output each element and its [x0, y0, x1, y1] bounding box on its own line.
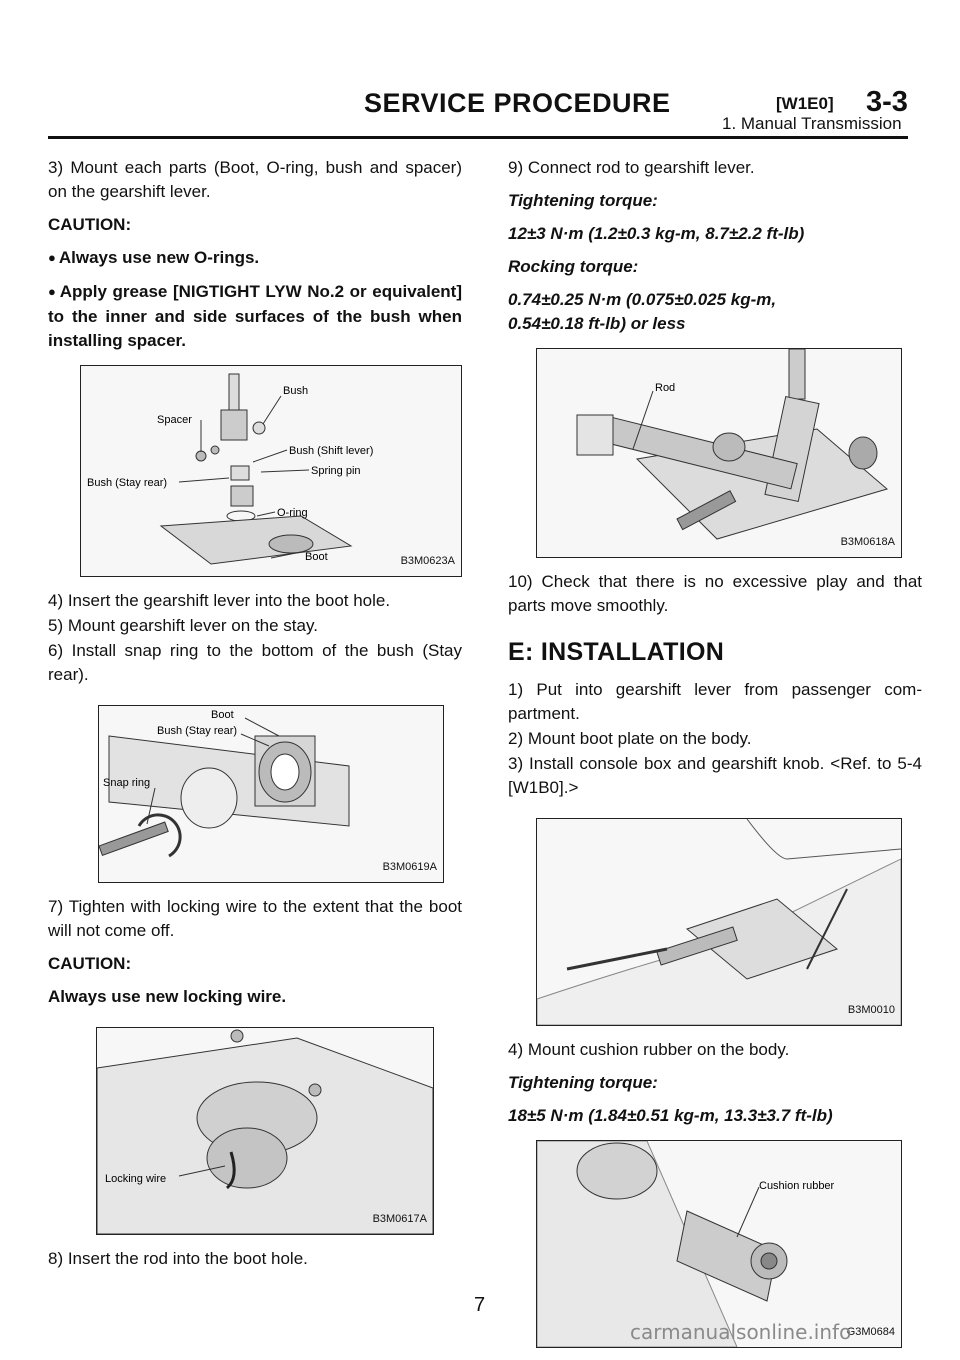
page-header [0, 0, 960, 133]
figure-code: B3M0010 [847, 1004, 895, 1016]
rocking-torque-value-2: 0.54±0.18 ft-lb) or less [508, 314, 686, 333]
rocking-torque-title: Rocking torque: [508, 257, 639, 276]
figure-code: B3M0619A [382, 861, 437, 873]
caution-bullet-oring: ● Always use new O-rings. [48, 246, 462, 271]
installation-step-4: 4) Mount cushion rubber on the body. [508, 1040, 790, 1059]
caution-bullet-grease: ● Apply grease [NIGTIGHT LYW No.2 or equivalent] to the inner and side surfaces of the bush when installing spacer. [48, 280, 462, 353]
header-title: SERVICE PROCEDURE [364, 88, 671, 118]
section-heading-installation: E: INSTALLATION [508, 638, 725, 666]
header-section-number: 3-3 [866, 86, 908, 118]
label-cushion-rubber: Cushion rubber [759, 1180, 835, 1192]
figure-code: B3M0617A [372, 1213, 427, 1225]
label-spring-pin: Spring pin [311, 465, 361, 477]
installation-step-3: 3) Install console box and gearshift knob. <Ref. to 5-4 [W1B0].> [508, 754, 922, 797]
figure-locking-wire [96, 1027, 434, 1235]
left-column [48, 156, 462, 1280]
boot-plate-illustration [537, 819, 901, 1025]
caution-title: CAUTION: [48, 215, 132, 234]
step-9: 9) Connect rod to gearshift lever. [508, 158, 755, 177]
header-rule [48, 136, 908, 139]
step-7: 7) Tighten with locking wire to the extent that the boot will not come off. [48, 897, 462, 940]
rod-illustration [537, 349, 901, 557]
step-5: 5) Mount gearshift lever on the stay. [48, 616, 318, 635]
tightening-torque-title-2: Tightening torque: [508, 1073, 658, 1092]
footer-watermark-url: carmanualsonline.info [630, 1320, 852, 1344]
tightening-torque-value: 12±3 N·m (1.2±0.3 kg-m, 8.7±2.2 ft-lb) [508, 224, 805, 243]
caution-text-locking-wire: Always use new locking wire. [48, 987, 287, 1006]
caution-title: CAUTION: [48, 954, 132, 973]
figure-cushion-rubber [536, 1140, 902, 1348]
label-bush: Bush [283, 385, 309, 397]
step-4: 4) Insert the gearshift lever into the boot hole. [48, 591, 391, 610]
tightening-torque-title: Tightening torque: [508, 191, 658, 210]
cushion-rubber-illustration [537, 1141, 901, 1347]
step-6: 6) Install snap ring to the bottom of the bush (Stay rear). [48, 641, 462, 684]
figure-boot-plate [536, 818, 902, 1026]
label-snap-ring: Snap ring [103, 777, 151, 789]
installation-step-2: 2) Mount boot plate on the body. [508, 729, 752, 748]
figure-code: G3M0684 [846, 1326, 895, 1338]
label-spacer: Spacer [157, 414, 192, 426]
figure-rod [536, 348, 902, 558]
step-8: 8) Insert the rod into the boot hole. [48, 1249, 308, 1268]
installation-step-1: 1) Put into gearshift lever from passenger com- partment. [508, 680, 922, 723]
label-locking-wire: Locking wire [105, 1173, 167, 1185]
figure-gearshift-parts [80, 365, 462, 577]
figure-code: B3M0618A [840, 536, 895, 548]
rocking-torque-value-1: 0.74±0.25 N·m (0.075±0.025 kg-m, [508, 290, 777, 309]
label-boot: Boot [211, 709, 234, 721]
right-column [508, 156, 922, 1360]
page-number: 7 [474, 1294, 486, 1316]
label-bush-shift: Bush (Shift lever) [289, 445, 374, 457]
label-oring: O-ring [277, 507, 308, 519]
label-bush-stay: Bush (Stay rear) [87, 477, 168, 489]
step-3: 3) Mount each parts (Boot, O-ring, bush and spacer) on the gearshift lever. [48, 158, 462, 201]
locking-wire-illustration [97, 1028, 433, 1234]
label-bush-stay: Bush (Stay rear) [157, 725, 238, 737]
figure-code: B3M0623A [400, 555, 455, 567]
gearshift-parts-illustration [81, 366, 461, 576]
step-10: 10) Check that there is no excessive play and that parts move smoothly. [508, 572, 922, 615]
label-rod: Rod [655, 382, 676, 394]
figure-snap-ring [98, 705, 444, 883]
header-subtitle: 1. Manual Transmission [722, 114, 902, 133]
label-boot: Boot [305, 551, 328, 563]
tightening-torque-value-2: 18±5 N·m (1.84±0.51 kg-m, 13.3±3.7 ft-lb) [508, 1106, 833, 1125]
header-code: [W1E0] [776, 94, 834, 113]
